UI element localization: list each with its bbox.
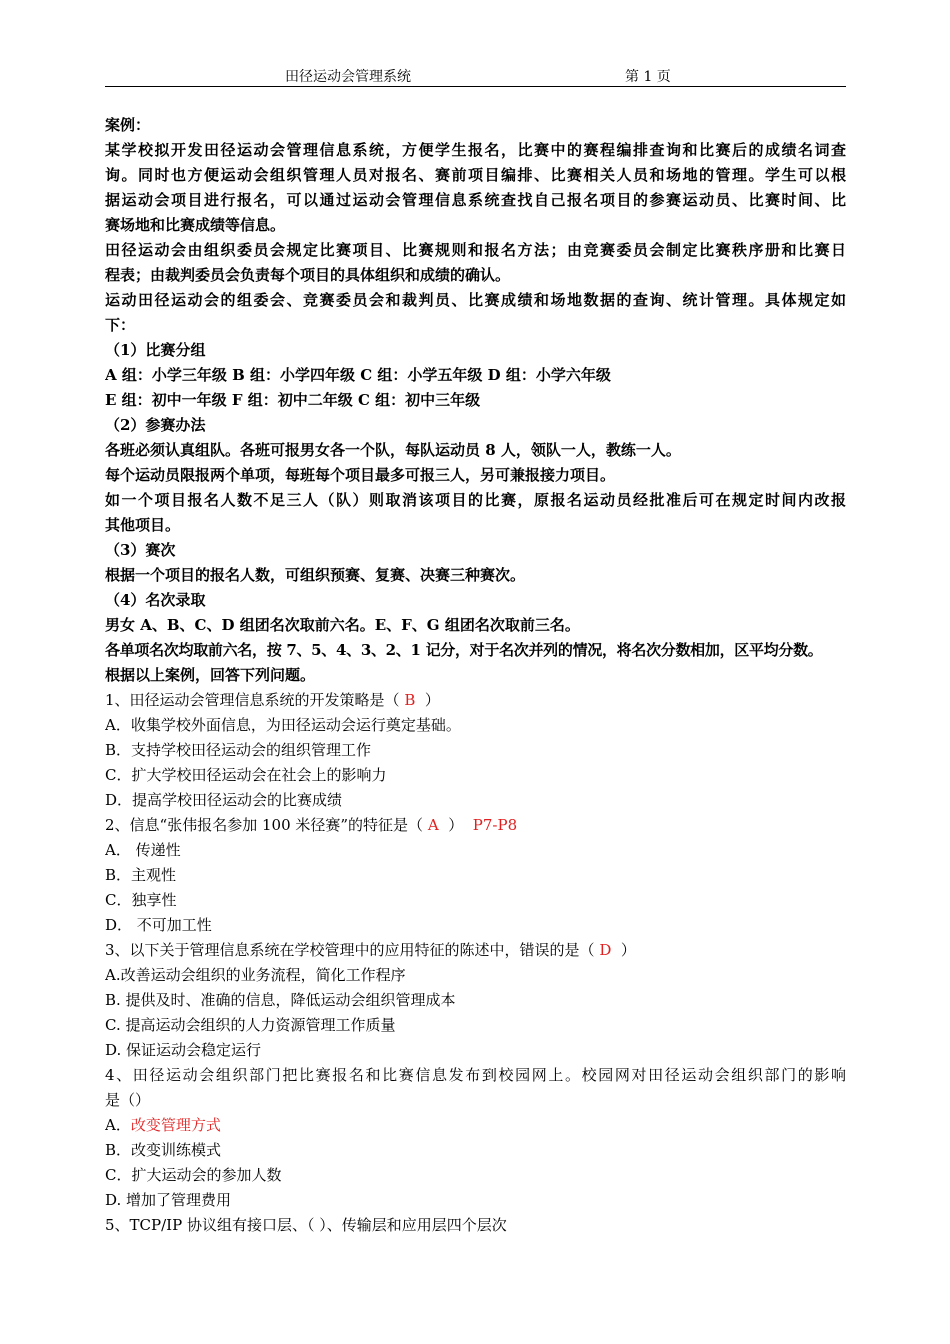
question-2-reference: P7-P8 bbox=[472, 816, 518, 834]
question-2-option: D． 不可加工性 bbox=[105, 916, 212, 934]
question-1-stem-text: 1、田径运动会管理信息系统的开发策略是（ bbox=[105, 691, 400, 709]
question-1-answer: B bbox=[404, 691, 416, 709]
question-1-option: C．扩大学校田径运动会在社会上的影响力 bbox=[105, 766, 387, 784]
question-4-stem-line: 4、田径运动会组织部门把比赛报名和比赛信息发布到校园网上。校园网对田径运动会组织部门的影响 bbox=[105, 1066, 846, 1084]
question-2-stem-text: 2、信息“张伟报名参加 100 米径赛”的特征是（ bbox=[105, 816, 424, 834]
section-4-line: 各单项名次均取前六名，按 7、5、4、3、2、1 记分，对于名次并列的情况，将名次分数相加，区平均分数。 bbox=[105, 641, 823, 659]
question-3-option: C. 提高运动会组织的人力资源管理工作质量 bbox=[105, 1016, 396, 1034]
question-2-option: C．独享性 bbox=[105, 891, 177, 909]
question-1-stem bbox=[105, 688, 846, 713]
case-paragraph-1-line: 赛场地和比赛成绩等信息。 bbox=[105, 216, 286, 234]
question-3-option: D. 保证运动会稳定运行 bbox=[105, 1041, 262, 1059]
section-4-title: （4）名次录取 bbox=[105, 591, 206, 609]
question-1-option: B．支持学校田径运动会的组织管理工作 bbox=[105, 741, 372, 759]
case-paragraph-1-line: 据运动会项目进行报名，可以通过运动会管理信息系统查找自己报名项目的参赛运动员、比赛时间、比 bbox=[105, 191, 846, 209]
section-2-line: 每个运动员限报两个单项，每班每个项目最多可报三人，另可兼报接力项目。 bbox=[105, 466, 616, 484]
question-2-answer: A bbox=[427, 816, 439, 834]
question-4-option-a-text: 改变管理方式 bbox=[130, 1116, 221, 1134]
question-3-answer: D bbox=[599, 941, 612, 959]
question-4-option-a bbox=[105, 1113, 846, 1138]
page-header bbox=[105, 64, 846, 87]
question-3-stem-text: 3、以下关于管理信息系统在学校管理中的应用特征的陈述中，错误的是（ bbox=[105, 941, 595, 959]
question-5-stem: 5、TCP/IP 协议组有接口层、（ ）、传输层和应用层四个层次 bbox=[105, 1216, 507, 1234]
case-paragraph-1-line: 某学校拟开发田径运动会管理信息系统，方便学生报名，比赛中的赛程编排查询和比赛后的成绩名词查 bbox=[105, 141, 846, 159]
case-paragraph-3-line: 运动田径运动会的组委会、竞赛委员会和裁判员、比赛成绩和场地数据的查询、统计管理。具体规定如 bbox=[105, 291, 846, 309]
question-1-option: A．收集学校外面信息，为田径运动会运行奠定基础。 bbox=[105, 716, 461, 734]
section-3-title: （3）赛次 bbox=[105, 541, 176, 559]
question-2-stem bbox=[105, 813, 846, 838]
question-2-option: A． 传递性 bbox=[105, 841, 181, 859]
section-2-line: 各班必须认真组队。各班可报男女各一个队，每队运动员 8 人，领队一人，教练一人。 bbox=[105, 441, 681, 459]
case-heading: 案例： bbox=[105, 116, 151, 134]
header-page-number: 第 1 页 bbox=[625, 69, 671, 85]
section-2-line: 其他项目。 bbox=[105, 516, 181, 534]
header-title: 田径运动会管理系统 bbox=[285, 69, 411, 85]
question-2-option: B．主观性 bbox=[105, 866, 177, 884]
question-3-option: B. 提供及时、准确的信息，降低运动会组织管理成本 bbox=[105, 991, 456, 1009]
case-paragraph-1-line: 询。同时也方便运动会组织管理人员对报名、赛前项目编排、比赛相关人员和场地的管理。学生可以根 bbox=[105, 166, 846, 184]
question-1-option: D．提高学校田径运动会的比赛成绩 bbox=[105, 791, 343, 809]
section-4-line: 男女 A、B、C、D 组团名次取前六名。E、F、G 组团名次取前三名。 bbox=[105, 616, 580, 634]
question-1-stem-close: ） bbox=[424, 691, 440, 709]
case-paragraph-3-line: 下： bbox=[105, 316, 136, 334]
section-2-line: 如一个项目报名人数不足三人（队）则取消该项目的比赛，原报名运动员经批准后可在规定时间内改报 bbox=[105, 491, 846, 509]
question-4-option: C．扩大运动会的参加人数 bbox=[105, 1166, 282, 1184]
section-1-line: E 组：初中一年级 F 组：初中二年级 C 组：初中三年级 bbox=[105, 391, 481, 409]
question-4-stem-line: 是（） bbox=[105, 1091, 151, 1109]
question-2-stem-close: ） bbox=[448, 816, 464, 834]
question-4-option-a-prefix: A． bbox=[105, 1116, 131, 1134]
section-4-line: 根据以上案例，回答下列问题。 bbox=[105, 666, 316, 684]
section-1-line: A 组：小学三年级 B 组：小学四年级 C 组：小学五年级 D 组：小学六年级 bbox=[105, 366, 611, 384]
question-3-option: A.改善运动会组织的业务流程，简化工作程序 bbox=[105, 966, 406, 984]
question-3-stem bbox=[105, 938, 846, 963]
section-1-title: （1）比赛分组 bbox=[105, 341, 206, 359]
section-3-line: 根据一个项目的报名人数，可组织预赛、复赛、决赛三种赛次。 bbox=[105, 566, 526, 584]
document-body bbox=[105, 113, 846, 1238]
question-3-stem-close: ） bbox=[620, 941, 636, 959]
question-4-option: B．改变训练模式 bbox=[105, 1141, 222, 1159]
case-paragraph-2-line: 田径运动会由组织委员会规定比赛项目、比赛规则和报名方法；由竞赛委员会制定比赛秩序册和比赛日 bbox=[105, 241, 846, 259]
case-paragraph-2-line: 程表；由裁判委员会负责每个项目的具体组织和成绩的确认。 bbox=[105, 266, 511, 284]
question-4-option: D. 增加了管理费用 bbox=[105, 1191, 232, 1209]
section-2-title: （2）参赛办法 bbox=[105, 416, 206, 434]
